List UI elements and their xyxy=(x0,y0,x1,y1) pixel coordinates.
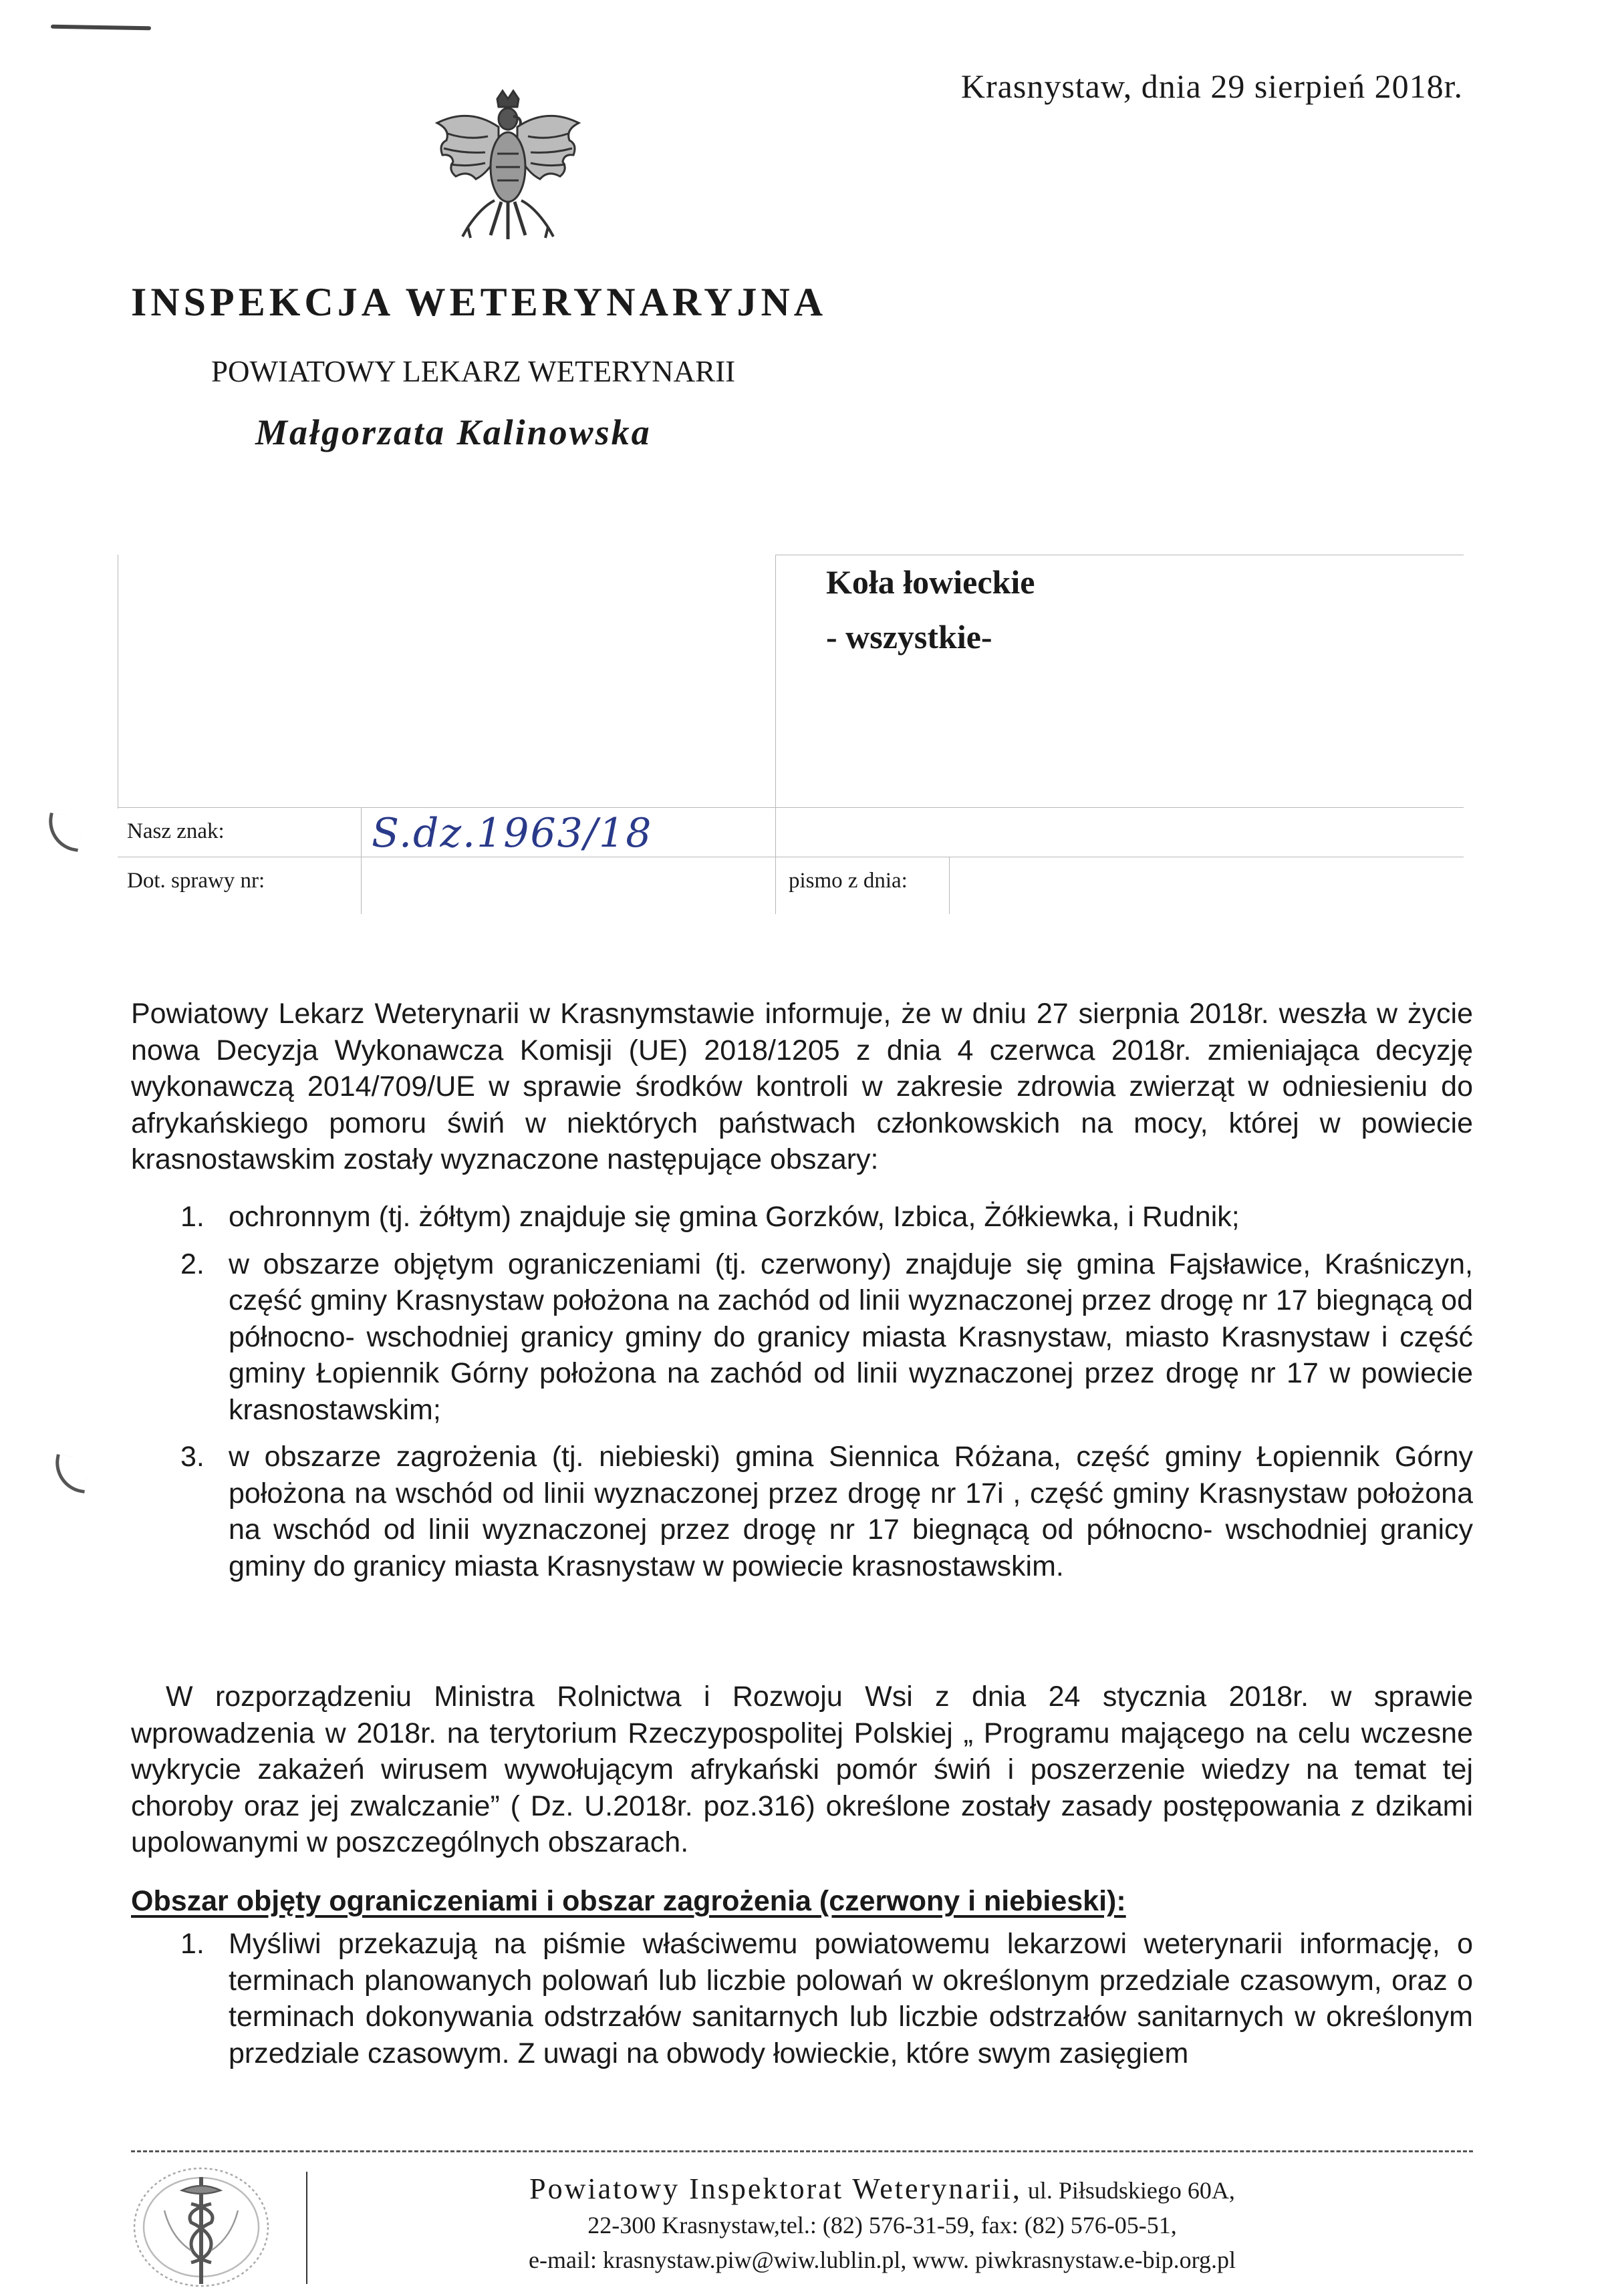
grid-line xyxy=(775,555,776,914)
footer-contact: e-mail: krasnystaw.piw@wiw.lublin.pl, www. piwkrasnystaw.e-bip.org.pl xyxy=(529,2247,1236,2273)
regulation-paragraph xyxy=(131,1679,1473,1861)
officer-title: POWIATOWY LEKARZ WETERYNARII xyxy=(211,355,736,388)
our-ref-handwritten-value: S.dz.1963/18 xyxy=(372,810,653,857)
list-item xyxy=(131,1246,1473,1429)
list-number: 1. xyxy=(180,1201,205,1233)
recipient-line: - wszystkie- xyxy=(826,618,992,656)
grid-line xyxy=(361,807,362,914)
area-list xyxy=(131,1199,1473,1584)
footer-street: ul. Piłsudskiego 60A, xyxy=(1027,2177,1235,2204)
footer-divider xyxy=(306,2172,307,2284)
list-item-text: Myśliwi przekazują na piśmie właściwemu powiatowemu lekarzowi weterynarii informację, o terminach planowanych polowań lub liczbie polowań w określonym przedziale czasowym, oraz o terminach dokonywania odstrzałów sanitarnych lub liczbie odstrzałów sanitarnych w określonym przedziale czasowym. Z uwagi na obwody łowieckie, które swym zasięgiem xyxy=(229,1928,1473,2069)
section-heading: Obszar objęty ograniczeniami i obszar zagrożenia (czerwony i niebieski): xyxy=(131,1885,1126,1917)
recipient-block xyxy=(826,555,1035,664)
punch-hole-mark xyxy=(44,813,84,852)
polish-eagle-emblem-icon xyxy=(428,87,588,254)
letter-date-label: pismo z dnia: xyxy=(789,869,908,893)
document-date: Krasnystaw, dnia 29 sierpień 2018r. xyxy=(960,67,1463,105)
institution-name: INSPEKCJA WETERYNARYJNA xyxy=(131,280,827,324)
list-item-text: w obszarze zagrożenia (tj. niebieski) gmina Siennica Różana, część gminy Łopiennik Górny położona na wschód od linii wyznaczonej przez drogę nr 17i , część gminy Krasnystaw położona na wschód od linii wyznaczonej przez drogę nr 17 biegnącą od północno- wschodniej granicy gminy do granicy miasta Krasnystaw w powiecie krasnostawskim. xyxy=(229,1441,1473,1582)
footer-address xyxy=(334,2172,1430,2277)
scan-mark xyxy=(51,25,151,31)
list-number: 3. xyxy=(180,1441,205,1473)
our-ref-label: Nasz znak: xyxy=(127,819,225,843)
list-item-text: w obszarze objętym ograniczeniami (tj. czerwony) znajduje się gmina Fajsławice, Kraśniczyn, część gminy Krasnystaw położona na zachód od linii wyznaczonej przez drogę nr 17 biegnącą od północno- wschodniej granicy gminy do granicy miasta Krasnystaw, miasto Krasnystaw i część gminy Łopiennik Górny położona na zachód od linii wyznaczonej przez drogę nr 17 w powiecie krasnostawskim; xyxy=(229,1248,1473,1426)
intro-paragraph xyxy=(131,996,1473,1178)
grid-line xyxy=(949,857,950,914)
list-number: 2. xyxy=(180,1248,205,1280)
footer-separator xyxy=(131,2150,1473,2152)
list-item xyxy=(131,1199,1473,1236)
list-number: 1. xyxy=(180,1928,205,1960)
grid-line xyxy=(118,807,1464,808)
regulation-text: W rozporządzeniu Ministra Rolnictwa i Rozwoju Wsi z dnia 24 stycznia 2018r. w sprawie wprowadzenia w 2018r. na terytorium Rzeczypospolitej Polskiej „ Programu mającego na celu wczesne wykrycie zakażeń wirusem wywołującym afrykański pomór świń i poszerzenie wiedzy na temat tej choroby oraz jej zwalczanie” ( Dz. U.2018r. poz.316) określone zostały zasady postępowania z dzikami upolowanymi w poszczególnych obszarach. xyxy=(131,1681,1473,1858)
list-item-text: ochronnym (tj. żółtym) znajduje się gmina Gorzków, Izbica, Żółkiewka, i Rudnik; xyxy=(229,1201,1240,1233)
list-item xyxy=(131,1926,1473,2071)
list-item xyxy=(131,1439,1473,1584)
footer-fax: fax: (82) 576-05-51, xyxy=(980,2212,1177,2239)
footer-city-phone: 22-300 Krasnystaw,tel.: (82) 576-31-59, xyxy=(587,2212,975,2239)
case-number-label: Dot. sprawy nr: xyxy=(127,869,265,893)
officer-name: Małgorzata Kalinowska xyxy=(255,412,652,452)
rules-list xyxy=(131,1926,1473,2071)
recipient-line: Koła łowieckie xyxy=(826,563,1035,601)
caduceus-logo-icon xyxy=(124,2164,278,2291)
footer-office-name: Powiatowy Inspektorat Weterynarii, xyxy=(529,2172,1022,2205)
punch-hole-mark xyxy=(51,1454,90,1493)
intro-text: Powiatowy Lekarz Weterynarii w Krasnymstawie informuje, że w dniu 27 sierpnia 2018r. weszła w życie nowa Decyzja Wykonawcza Komisji (UE) 2018/1205 z dnia 4 czerwca 2018r. zmieniająca decyzję wykonawczą 2014/709/UE w sprawie środków kontroli w zakresie zdrowia zwierząt w odniesieniu do afrykańskiego pomoru świń w niektórych państwach członkowskich na mocy, której w powiecie krasnostawskim zostały wyznaczone następujące obszary: xyxy=(131,998,1473,1175)
